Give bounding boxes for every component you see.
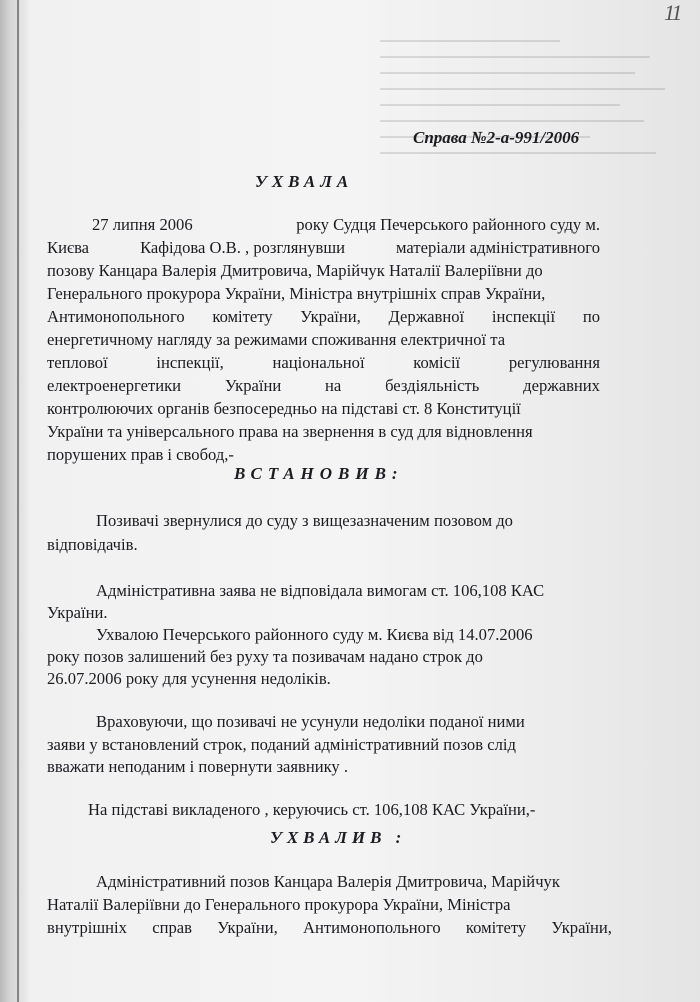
intro-word: Кафідова О.В. , розглянувши <box>140 238 346 257</box>
intro-line-9: контролюючих органів безпосередньо на підставі ст. 8 Конституції <box>47 399 521 418</box>
intro-word: України <box>224 376 282 395</box>
page-corner-mark: 11 <box>664 0 681 25</box>
intro-word: України, <box>300 307 361 326</box>
intro-word: комісії <box>413 353 461 372</box>
intro-word: державних <box>523 376 600 395</box>
intro-word: по <box>582 307 600 326</box>
established-p1-line-2: відповідачів. <box>47 535 138 554</box>
established-p4-line-3: вважати неподаним і повернути заявнику . <box>47 757 349 776</box>
intro-word: Державної <box>388 307 465 326</box>
established-p3-line-2: року позов залишений без руху та позивачам надано строк до <box>47 647 483 666</box>
established-p5-line-1: На підставі викладеного , керуючись ст. 106,108 КАС України,- <box>88 800 536 819</box>
intro-line-10: України та універсального права на звернення в суд для відновлення <box>47 422 533 441</box>
intro-word: комітету <box>212 307 273 326</box>
established-p4-line-1: Враховуючи, що позивачі не усунули недоліки поданої ними <box>96 712 525 731</box>
intro-line-7 <box>47 353 600 373</box>
intro-word: національної <box>272 353 365 372</box>
binding-shadow <box>0 0 30 1002</box>
established-p2-line-1: Адміністративна заява не відповідала вимогам ст. 106,108 КАС <box>96 581 545 600</box>
ruled-line-3 <box>47 918 612 938</box>
intro-word: теплової <box>47 353 108 372</box>
established-p3-line-1: Ухвалою Печерського районного суду м. Києва від 14.07.2006 <box>96 625 533 644</box>
intro-date: 27 липня 2006 <box>92 215 193 234</box>
intro-word: інспекції, <box>156 353 224 372</box>
ruled-word: України, <box>217 918 278 937</box>
intro-line-3: позову Канцара Валерія Дмитровича, Марійчук Наталії Валеріївни до <box>47 261 543 280</box>
intro-line-11: порушених прав і свобод,- <box>47 445 234 464</box>
established-p1-line-1: Позивачі звернулися до суду з вищезазначеним позовом до <box>96 511 513 530</box>
ruled-word: справ <box>152 918 192 937</box>
ruled-line-1: Адміністративний позов Канцара Валерія Дмитровича, Марійчук <box>96 872 560 891</box>
intro-line-4: Генерального прокурора України, Міністра внутрішніх справ України, <box>47 284 546 303</box>
binding-edge-line <box>17 0 19 1002</box>
intro-word: електроенергетики <box>47 376 182 395</box>
intro-word: Антимонопольного <box>47 307 185 326</box>
established-p3-line-3: 26.07.2006 року для усунення недоліків. <box>47 669 331 688</box>
ruled-word: України, <box>551 918 612 937</box>
intro-line-1 <box>92 215 600 235</box>
ruled-word: внутрішніх <box>47 918 127 937</box>
established-p2-line-2: України. <box>47 603 108 622</box>
heading-vstanovyv: ВСТАНОВИВ: <box>234 464 404 483</box>
ruled-line-2: Наталії Валеріївни до Генерального прокурора України, Міністра <box>47 895 511 914</box>
intro-line-6: енергетичному нагляду за режимами споживання електричної та <box>47 330 506 349</box>
intro-text: року Судця Печерського районного суду м. <box>296 215 600 234</box>
heading-ukhvalyv: УХВАЛИВ : <box>270 828 407 847</box>
intro-word: інспекції <box>491 307 556 326</box>
intro-word: регулювання <box>508 353 600 372</box>
ruled-word: Антимонопольного <box>303 918 441 937</box>
ruled-word: комітету <box>465 918 527 937</box>
intro-word: Києва <box>47 238 90 257</box>
intro-word: матеріали адміністративного <box>396 238 600 257</box>
case-number: Справа №2-а-991/2006 <box>413 128 580 147</box>
intro-line-2 <box>47 238 600 258</box>
heading-ukhvala: УХВАЛА <box>255 172 354 191</box>
intro-line-5 <box>47 307 600 327</box>
intro-word: на <box>325 376 342 395</box>
established-p4-line-2: заяви у встановлений строк, поданий адміністративний позов слід <box>47 735 516 754</box>
intro-word: бездіяльність <box>385 376 480 395</box>
intro-line-8 <box>47 376 600 396</box>
